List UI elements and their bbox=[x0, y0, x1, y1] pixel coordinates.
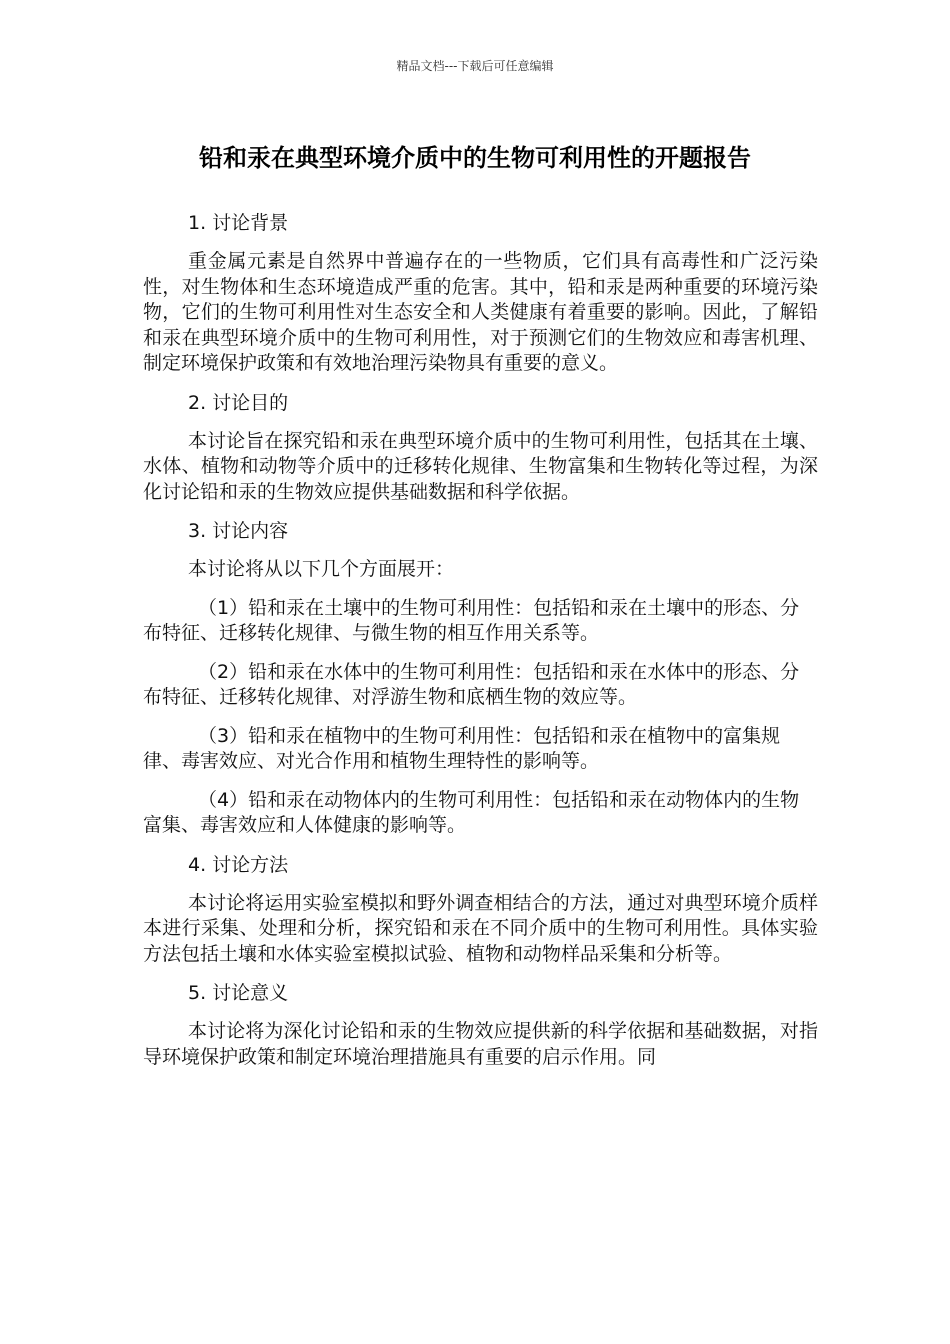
paragraph-significance: 本讨论将为深化讨论铅和汞的生物效应提供新的科学依据和基础数据，对指导环境保护政策和制定环境治理措施具有重要的启示作用。同 bbox=[143, 1020, 818, 1068]
section-heading-background: 1. 讨论背景 bbox=[188, 212, 289, 234]
paragraph-background: 重金属元素是自然界中普遍存在的一些物质，它们具有高毒性和广泛污染性，对生物体和生态环境造成严重的危害。其中，铅和汞是两种重要的环境污染物，它们的生物可利用性对生态安全和人类健康有着重要的影响。因此，了解铅和汞在典型环境介质中的生物可利用性，对于预测它们的生物效应和毒害机理、制定环境保护政策和有效地治理污染物具有重要的意义。 bbox=[143, 250, 818, 374]
header-note: 精品文档---下载后可任意编辑 bbox=[396, 59, 554, 73]
list-item-plants: （3）铅和汞在植物中的生物可利用性：包括铅和汞在植物中的富集规律、毒害效应、对光合作用和植物生理特性的影响等。 bbox=[143, 724, 781, 772]
section-heading-content: 3. 讨论内容 bbox=[188, 520, 289, 542]
paragraph-purpose: 本讨论旨在探究铅和汞在典型环境介质中的生物可利用性，包括其在土壤、水体、植物和动物等介质中的迁移转化规律、生物富集和生物转化等过程，为深化讨论铅和汞的生物效应提供基础数据和科学依据。 bbox=[143, 429, 818, 503]
document-title: 铅和汞在典型环境介质中的生物可利用性的开题报告 bbox=[199, 144, 751, 172]
section-heading-methods: 4. 讨论方法 bbox=[188, 853, 289, 876]
paragraph-methods: 本讨论将运用实验室模拟和野外调查相结合的方法，通过对典型环境介质样本进行采集、处理和分析，探究铅和汞在不同介质中的生物可利用性。具体实验方法包括土壤和水体实验室模拟试验、植物和动物样品采集和分析等。 bbox=[143, 891, 818, 965]
section-heading-significance: 5. 讨论意义 bbox=[188, 982, 289, 1004]
list-item-water: （2）铅和汞在水体中的生物可利用性：包括铅和汞在水体中的形态、分布特征、迁移转化规律、对浮游生物和底栖生物的效应等。 bbox=[143, 660, 800, 708]
list-item-animals: （4）铅和汞在动物体内的生物可利用性：包括铅和汞在动物体内的生物富集、毒害效应和人体健康的影响等。 bbox=[143, 788, 800, 836]
section-heading-purpose: 2. 讨论目的 bbox=[188, 391, 289, 414]
paragraph-content-intro: 本讨论将从以下几个方面展开： bbox=[188, 558, 455, 580]
document-body bbox=[143, 210, 818, 1083]
list-item-soil: （1）铅和汞在土壤中的生物可利用性：包括铅和汞在土壤中的形态、分布特征、迁移转化规律、与微生物的相互作用关系等。 bbox=[143, 596, 800, 644]
